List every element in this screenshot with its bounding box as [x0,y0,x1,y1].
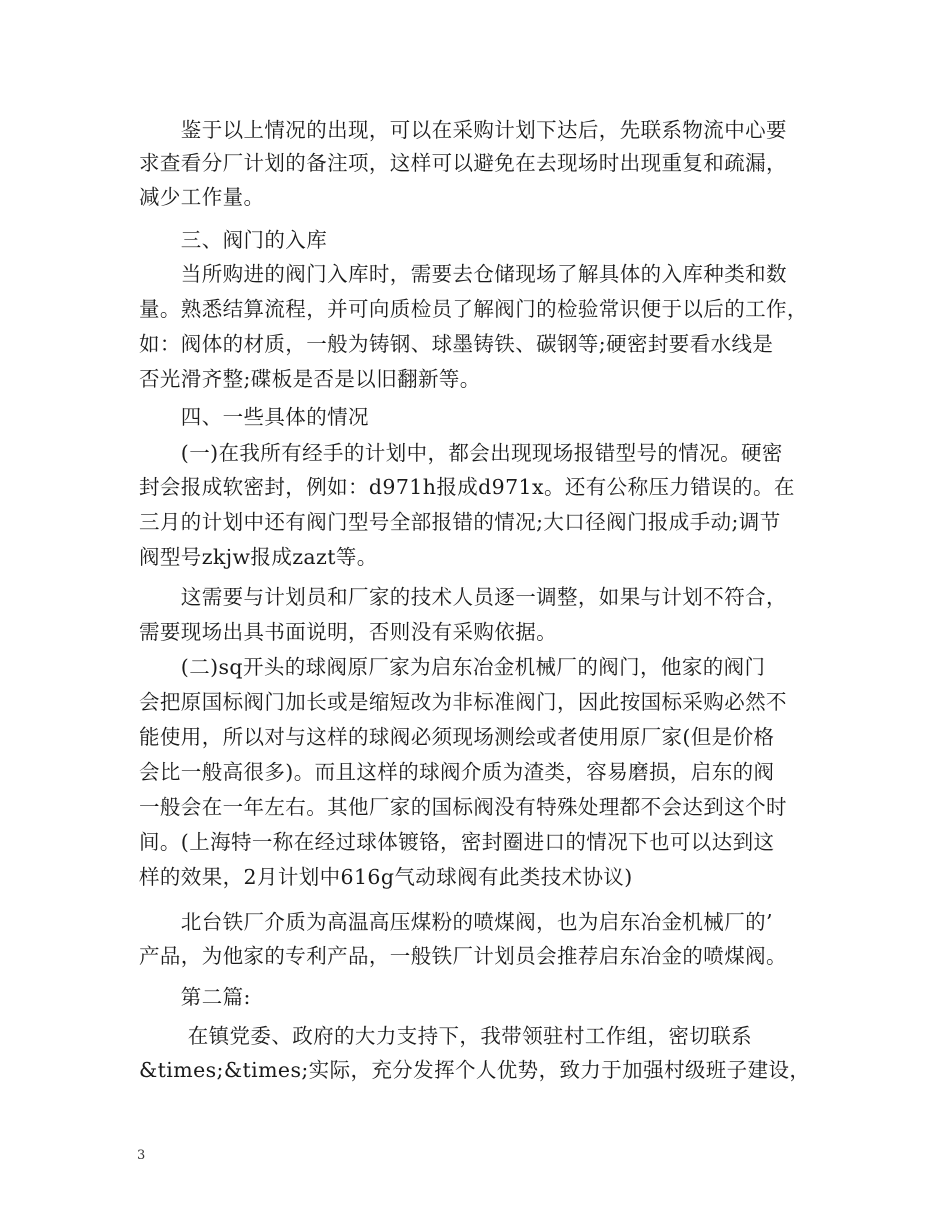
text-line: 这需要与计划员和厂家的技术人员逐一调整，如果与计划不符合， [139,585,787,609]
text-line: 减少工作量。 [139,185,265,209]
text-line: 求查看分厂计划的备注项，这样可以避免在去现场时出现重复和疏漏， [139,151,787,175]
section-heading: 四、一些具体的情况 [139,405,369,429]
text-line: 产品，为他家的专利产品，一般铁厂计划员会推荐启东冶金的喷煤阀。 [139,944,787,968]
page-number: 3 [137,1148,146,1163]
text-line: 量。熟悉结算流程，并可向质检员了解阀门的检验常识便于以后的工作， [139,297,808,321]
text-line: 在镇党委、政府的大力支持下，我带领驻村工作组，密切联系 [139,1024,753,1048]
text-line: 会把原国标阀门加长或是缩短改为非标准阀门，因此按国标采购必然不 [139,690,787,714]
text-line: 间。(上海特一称在经过球体镀铬，密封圈进口的情况下也可以达到这 [139,830,775,854]
text-line: 三月的计划中还有阀门型号全部报错的情况;大口径阀门报成手动;调节 [139,510,781,534]
text-line: 鉴于以上情况的出现，可以在采购计划下达后，先联系物流中心要 [139,118,787,142]
text-line: 能使用，所以对与这样的球阀必须现场测绘或者使用原厂家(但是价格 [139,725,775,749]
text-line: (二)sq开头的球阀原厂家为启东冶金机械厂的阀门，他家的阀门 [139,655,766,679]
text-line: 如：阀体的材质，一般为铸钢、球墨铸铁、碳钢等;硬密封要看水线是 [139,332,774,356]
text-line: 否光滑齐整;碟板是否是以旧翻新等。 [139,367,481,391]
text-line: 北台铁厂介质为高温高压煤粉的喷煤阀，也为启东冶金机械厂的’ [139,910,773,934]
text-line: 封会报成软密封，例如：d971h报成d971x。还有公称压力错误的。在 [139,475,795,499]
text-line: (一)在我所有经手的计划中，都会出现现场报错型号的情况。硬密 [139,441,783,465]
section-heading: 第二篇: [139,985,251,1009]
text-line: &times;&times;实际，充分发挥个人优势，致力于加强村级班子建设， [139,1058,811,1082]
section-heading: 三、阀门的入库 [139,228,328,252]
text-line: 样的效果，2月计划中616g气动球阀有此类技术协议) [139,865,633,889]
text-line: 一般会在一年左右。其他厂家的国标阀没有特殊处理都不会达到这个时 [139,795,787,819]
text-line: 阀型号zkjw报成zazt等。 [139,545,378,569]
text-line: 会比一般高很多)。而且这样的球阀介质为渣类，容易磨损，启东的阀 [139,760,775,784]
text-line: 需要现场出具书面说明，否则没有采购依据。 [139,620,557,644]
text-line: 当所购进的阀门入库时，需要去仓储现场了解具体的入库种类和数 [139,262,787,286]
